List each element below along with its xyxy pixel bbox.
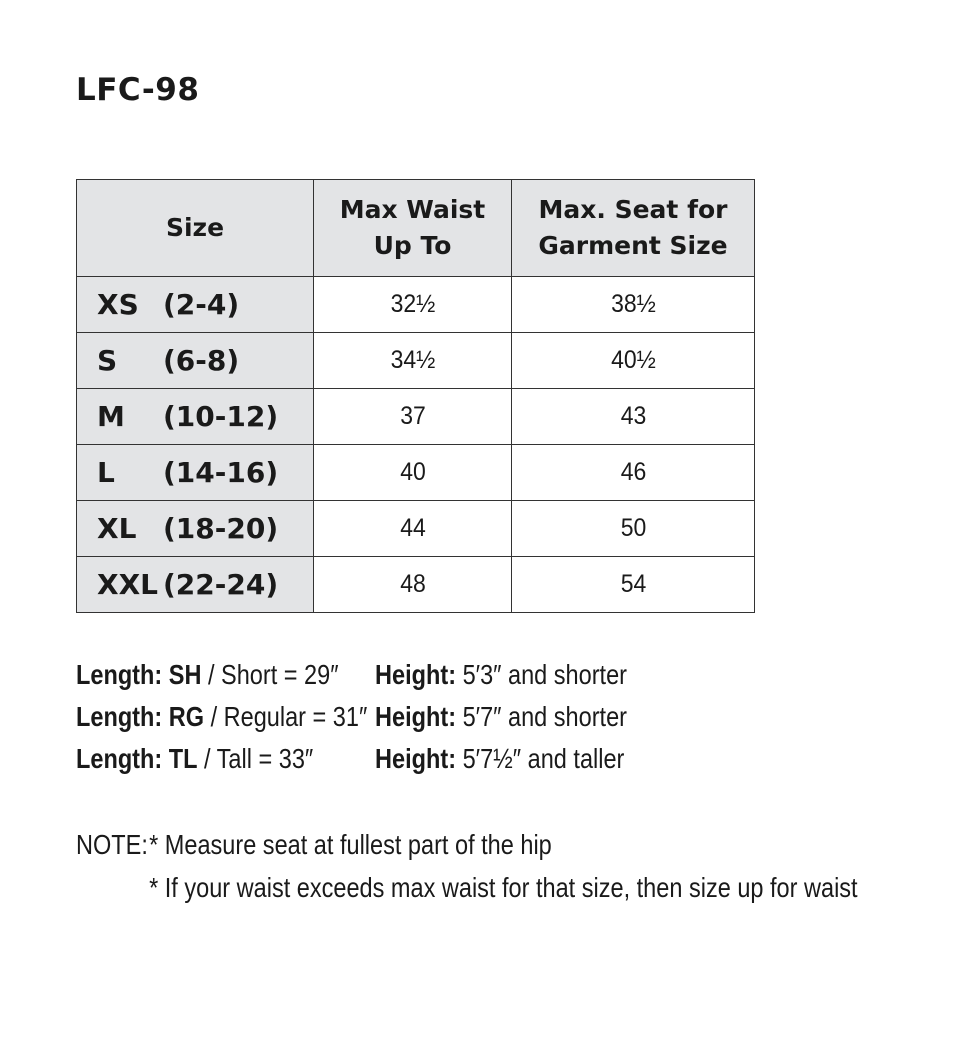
height-desc: 5′7½″ and taller <box>456 743 625 774</box>
size-chart-table <box>76 179 755 613</box>
max-waist-cell: 37 <box>321 389 503 445</box>
max-seat-cell: 50 <box>521 501 745 557</box>
max-seat-cell: 38½ <box>521 277 745 333</box>
size-code: L <box>97 456 115 489</box>
size-cell <box>77 277 314 333</box>
height-spec <box>375 659 627 690</box>
size-code: S <box>97 344 118 377</box>
length-label: Length: <box>76 659 163 690</box>
max-waist-cell: 40 <box>321 445 503 501</box>
table-row <box>77 557 755 613</box>
note-text-1: * Measure seat at fullest part of the hip <box>149 829 552 860</box>
size-range: (14-16) <box>163 456 279 489</box>
length-code: RG <box>168 701 205 732</box>
length-spec <box>76 738 375 780</box>
max-waist-cell: 48 <box>321 557 503 613</box>
header-size: Size <box>77 180 314 277</box>
table-row <box>77 445 755 501</box>
size-range: (18-20) <box>163 512 279 545</box>
max-seat-cell: 46 <box>521 445 745 501</box>
page-title: LFC-98 <box>76 72 200 108</box>
height-desc: 5′7″ and shorter <box>456 701 628 732</box>
size-range: (22-24) <box>163 568 279 601</box>
header-max-seat-line2: Garment Size <box>538 231 728 260</box>
header-max-waist <box>314 180 512 277</box>
length-code: SH <box>168 659 202 690</box>
header-max-waist-line2: Up To <box>373 231 452 260</box>
max-seat-cell: 40½ <box>521 333 745 389</box>
note-line-2 <box>76 866 858 909</box>
length-desc: / Tall = 33″ <box>197 743 314 774</box>
size-range: (10-12) <box>163 400 279 433</box>
header-max-waist-line1: Max Waist <box>339 195 486 224</box>
height-spec <box>375 743 624 774</box>
note-text-2: * If your waist exceeds max waist for that size, then size up for waist <box>149 872 858 903</box>
max-waist-cell: 44 <box>321 501 503 557</box>
header-max-seat <box>512 180 755 277</box>
table-header-row <box>77 180 755 277</box>
size-code: XXL <box>97 568 159 601</box>
height-spec <box>375 701 627 732</box>
max-waist-cell: 32½ <box>321 277 503 333</box>
length-label: Length: <box>76 701 163 732</box>
size-code: M <box>97 400 125 433</box>
height-desc: 5′3″ and shorter <box>456 659 628 690</box>
size-cell <box>77 557 314 613</box>
length-height-guide <box>76 654 627 780</box>
table-row <box>77 333 755 389</box>
table-row <box>77 277 755 333</box>
max-seat-cell: 54 <box>521 557 745 613</box>
length-desc: / Regular = 31″ <box>204 701 368 732</box>
size-code: XL <box>97 512 137 545</box>
note-label: NOTE: <box>76 829 148 860</box>
height-label: Height: <box>375 743 457 774</box>
max-waist-cell: 34½ <box>321 333 503 389</box>
note-line-1 <box>76 823 858 866</box>
size-cell <box>77 501 314 557</box>
height-label: Height: <box>375 659 457 690</box>
height-label: Height: <box>375 701 457 732</box>
header-max-seat-line1: Max. Seat for <box>538 195 728 224</box>
length-row <box>76 696 627 738</box>
size-range: (6-8) <box>163 344 240 377</box>
length-spec <box>76 654 375 696</box>
length-code: TL <box>168 743 198 774</box>
size-cell <box>77 445 314 501</box>
size-code: XS <box>97 288 139 321</box>
note-section <box>76 823 858 909</box>
max-seat-cell: 43 <box>521 389 745 445</box>
length-row <box>76 654 627 696</box>
length-row <box>76 738 627 780</box>
length-desc: / Short = 29″ <box>201 659 339 690</box>
size-cell <box>77 333 314 389</box>
table-row <box>77 501 755 557</box>
length-label: Length: <box>76 743 163 774</box>
size-cell <box>77 389 314 445</box>
size-range: (2-4) <box>163 288 240 321</box>
length-spec <box>76 696 375 738</box>
table-row <box>77 389 755 445</box>
